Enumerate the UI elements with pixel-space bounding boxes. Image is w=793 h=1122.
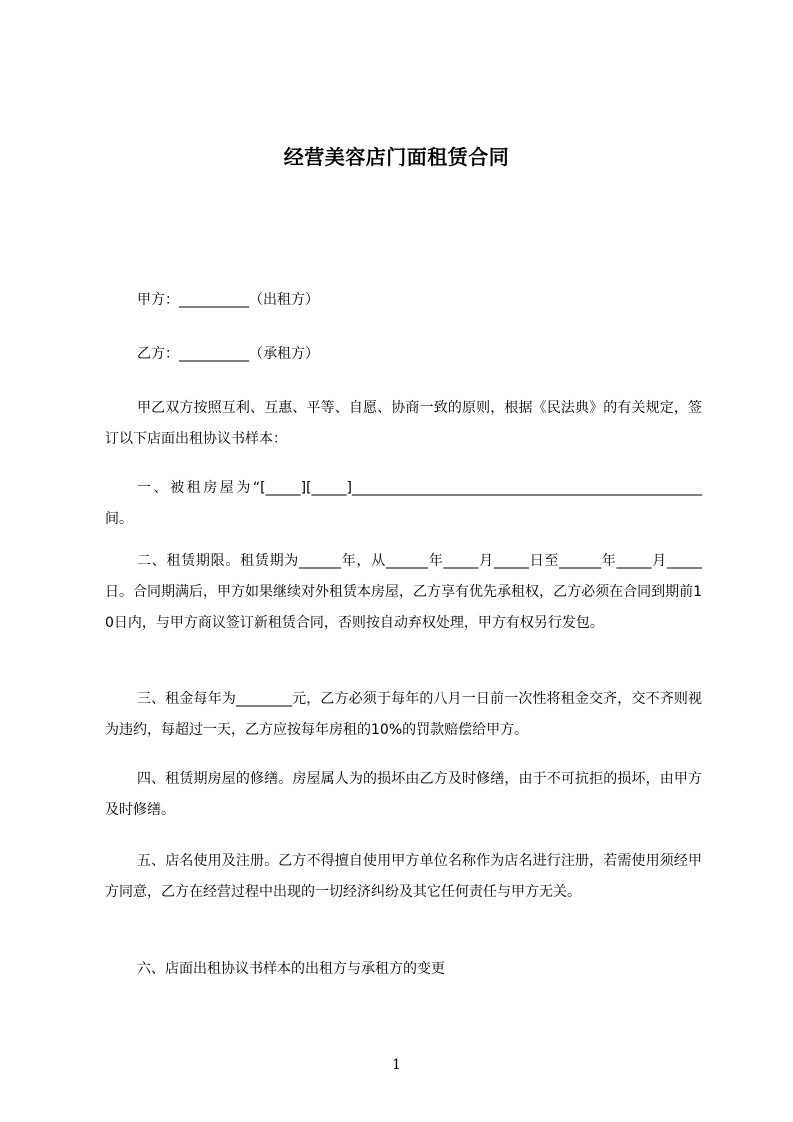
clause-6-party-change: 六、店面出租协议书样本的出租方与承租方的变更 — [137, 961, 445, 977]
party-a-line: 甲方：__________（出租方） — [137, 292, 319, 308]
clause-3-rent: 三、租金每年为________元，乙方必须于每年的八月一日前一次性将租金交齐，交不齐则视为违约，每超过一天，乙方应按每年房租的10%的罚款赔偿给甲方。 — [105, 691, 702, 738]
clause-4-repairs: 四、租赁期房屋的修缮。房屋属人为的损坏由乙方及时修缮，由于不可抗拒的损坏，由甲方及时修缮。 — [105, 771, 702, 818]
clause-2-lease-term: 二、租赁期限。租赁期为______年，从______年_____月_____日至______年_____月_____日。合同期满后，甲方如果继续对外租赁本房屋，乙方享有优先承租权，乙方必须在合同到期前10日内，与甲方商议签订新租赁合同，否则按自动弃权处理，甲方有权另行发包。 — [105, 553, 702, 631]
clause-5-store-name: 五、店名使用及注册。乙方不得擅自使用甲方单位名称作为店名进行注册，若需使用须经甲方同意，乙方在经营过程中出现的一切经济纠纷及其它任何责任与甲方无关。 — [105, 853, 702, 900]
document-title: 经营美容店门面租赁合同 — [283, 145, 510, 169]
clause-1-premises: 一、被租房屋为“[_____][_____]__________________________________________________间。 — [105, 480, 702, 527]
preamble-paragraph: 甲乙双方按照互利、互惠、平等、自愿、协商一致的原则，根据《民法典》的有关规定，签订以下店面出租协议书样本： — [105, 400, 702, 447]
party-b-line: 乙方：__________（承租方） — [137, 346, 319, 362]
page-number: 1 — [392, 1057, 401, 1073]
